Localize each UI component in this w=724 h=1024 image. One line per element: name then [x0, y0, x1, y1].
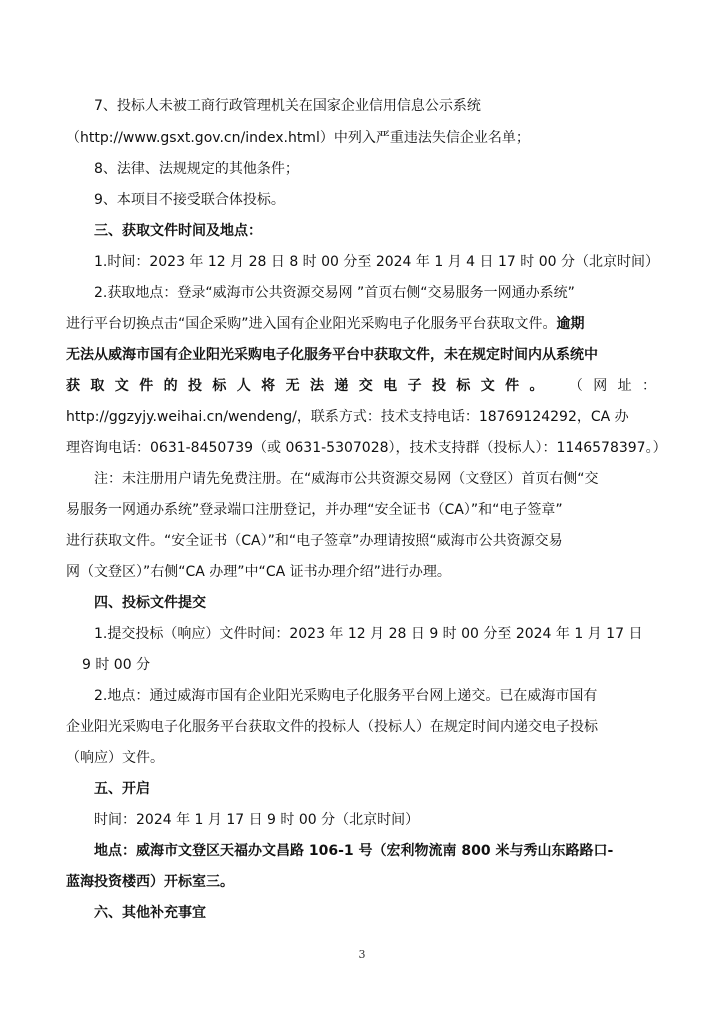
- note-line2: 易服务一网通办系统”登录端口注册登记，并办理“安全证书（CA）”和“电子签章”: [66, 502, 563, 518]
- section-4-location-line1: 2.地点：通过威海市国有企业阳光采购电子化服务平台网上递交。已在威海市国有: [94, 688, 598, 704]
- section-3-warning-line2: [66, 372, 656, 401]
- section-3-website-contact: http://ggzyjy.weihai.cn/wendeng/，联系方式：技术支持电话：18769124292，CA 办: [66, 409, 629, 425]
- item-7-line1: 7、投标人未被工商行政管理机关在国家企业信用信息公示系统: [94, 98, 481, 114]
- note-line1: 注：未注册用户请先免费注册。在“威海市公共资源交易网（文登区）首页右侧“交: [94, 471, 599, 487]
- section-5-location-line2: 蓝海投资楼西）开标室三。: [66, 874, 234, 890]
- website-label: （网址：: [568, 378, 657, 394]
- note-line3: 进行获取文件。“安全证书（CA）”和“电子签章”办理请按照“威海市公共资源交易: [66, 533, 563, 549]
- location-line2-bold: 逾期: [556, 316, 585, 332]
- item-9: 9、本项目不接受联合体投标。: [94, 192, 285, 208]
- item-7-line2: （http://www.gsxt.gov.cn/index.html）中列入严重违法失信企业名单；: [66, 130, 530, 146]
- note-line4: 网（文登区）”右侧“CA 办理”中“CA 证书办理介绍”进行办理。: [66, 564, 451, 580]
- section-5-location-line1: 地点：威海市文登区天福办文昌路 106-1 号（宏利物流南 800 米与秀山东路路口-: [94, 843, 614, 859]
- section-3-location-line1: 2.获取地点：登录“威海市公共资源交易网 ”首页右侧“交易服务一网通办系统”: [94, 285, 575, 301]
- section-3-heading: 三、获取文件时间及地点：: [94, 223, 262, 239]
- section-5-time: 时间：2024 年 1 月 17 日 9 时 00 分（北京时间）: [94, 812, 420, 828]
- section-3-time: 1.时间：2023 年 12 月 28 日 8 时 00 分至 2024 年 1 月 4 日 17 时 00 分（北京时间）: [94, 254, 659, 270]
- section-4-time-line1: 1.提交投标（响应）文件时间：2023 年 12 月 28 日 9 时 00 分至 2024 年 1 月 17 日: [94, 626, 643, 642]
- section-3-location-line2: [66, 310, 656, 339]
- section-4-location-line3: （响应）文件。: [66, 750, 164, 766]
- section-3-ca-contact: 理咨询电话：0631-8450739（或 0631-5307028），技术支持群（投标人）：1146578397。）: [66, 440, 667, 456]
- section-5-heading: 五、开启: [94, 781, 150, 797]
- page-number: 3: [358, 948, 366, 961]
- section-3-warning-line1: 无法从威海市国有企业阳光采购电子化服务平台中获取文件，未在规定时间内从系统中: [66, 347, 598, 363]
- warning-line2-bold: 获取文件的投标人将无法递交电子投标文件。: [66, 378, 554, 394]
- section-6-heading: 六、其他补充事宜: [94, 905, 206, 921]
- section-4-time-line2: 9 时 00 分: [82, 657, 151, 673]
- section-4-heading: 四、投标文件提交: [94, 595, 206, 611]
- section-4-location-line2: 企业阳光采购电子化服务平台获取文件的投标人（投标人）在规定时间内递交电子投标: [66, 719, 598, 735]
- location-line2-normal: 进行平台切换点击“国企采购”进入国有企业阳光采购电子化服务平台获取文件。: [66, 316, 557, 332]
- item-8: 8、法律、法规规定的其他条件；: [94, 161, 299, 177]
